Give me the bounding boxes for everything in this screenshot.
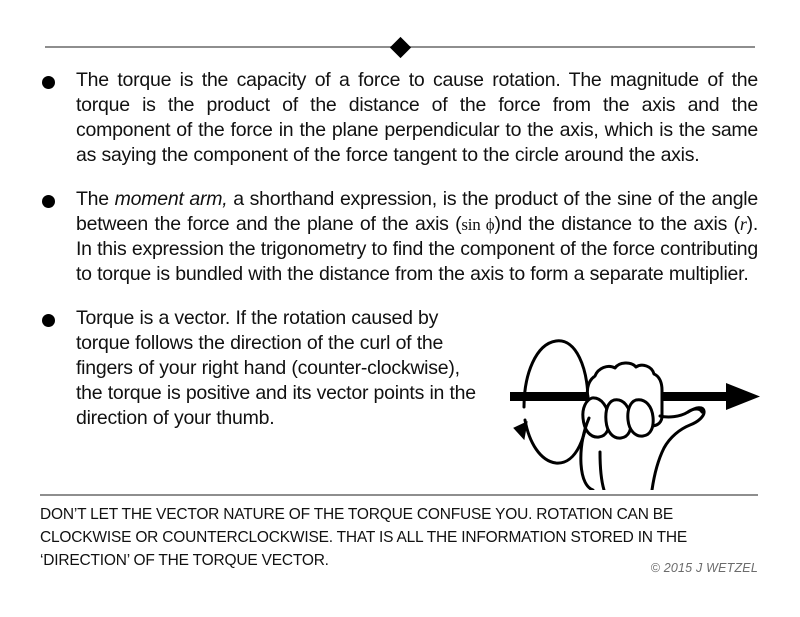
bullet-text-2 [76, 187, 758, 287]
diamond-ornament-icon [390, 37, 411, 58]
b2-seg-3-sin-phi: sin ϕ [461, 215, 495, 234]
bullet-1-body: The torque is the capacity of a force to cause rotation. The magnitude of the torque is the product of the distance of the force from the axis and the component of the force in the plane perpendicular to the axis, which is the same as saying the component of the force tangent to the circle around the axis. [76, 69, 758, 166]
bullet-dot-icon [42, 76, 55, 89]
finger-ring [628, 400, 653, 436]
b2-seg-0: The [76, 188, 115, 210]
copyright-notice: © 2015 J WETZEL [650, 561, 758, 575]
b2-seg-6: ). In this expression the trigonometry to find the component of the force contributing to torque is bundled with the distance from the axis to form a separate multiplier. [76, 213, 758, 285]
bullet-text-1 [76, 68, 758, 168]
thumb-tip-crease [688, 409, 702, 412]
list-item [42, 187, 758, 287]
bullet-dot-icon [42, 314, 55, 327]
axis-arrowhead-icon [726, 383, 760, 410]
right-hand-rule-figure [488, 330, 778, 490]
caption-text: DON’T LET THE VECTOR NATURE OF THE TORQUE CONFUSE YOU. ROTATION CAN BE CLOCKWISE OR COUNTERCLOCKWISE. THAT IS ALL THE INFORMATION STORED IN THE ‘DIRECTION’ OF THE TORQUE VECTOR. [40, 506, 688, 569]
wrist-crease [600, 452, 604, 490]
top-ornament-rule [45, 36, 755, 58]
bullet-3-body: Torque is a vector. If the rotation caused by torque follows the direction of the curl of the fingers of your right hand (counter-clockwise), the torque is positive and its vector points in the direction of your thumb. [76, 307, 476, 429]
bullet-dot-icon [42, 195, 55, 208]
rotation-ellipse [524, 341, 588, 463]
bullet-text-3 [76, 306, 476, 431]
bottom-horizontal-rule [40, 494, 758, 496]
b2-seg-2: a shorthand expression, is the product of the sine of the angle between the force and the plane of the axis ( [76, 188, 758, 235]
rotation-arrowhead-icon [514, 422, 527, 439]
b2-seg-5-r-symbol: r [739, 214, 747, 234]
b2-seg-4: )nd the distance to the axis ( [494, 213, 740, 235]
b2-seg-1-moment-arm: moment arm, [114, 188, 228, 210]
axis-shaft-right [656, 392, 731, 401]
list-item [42, 68, 758, 168]
